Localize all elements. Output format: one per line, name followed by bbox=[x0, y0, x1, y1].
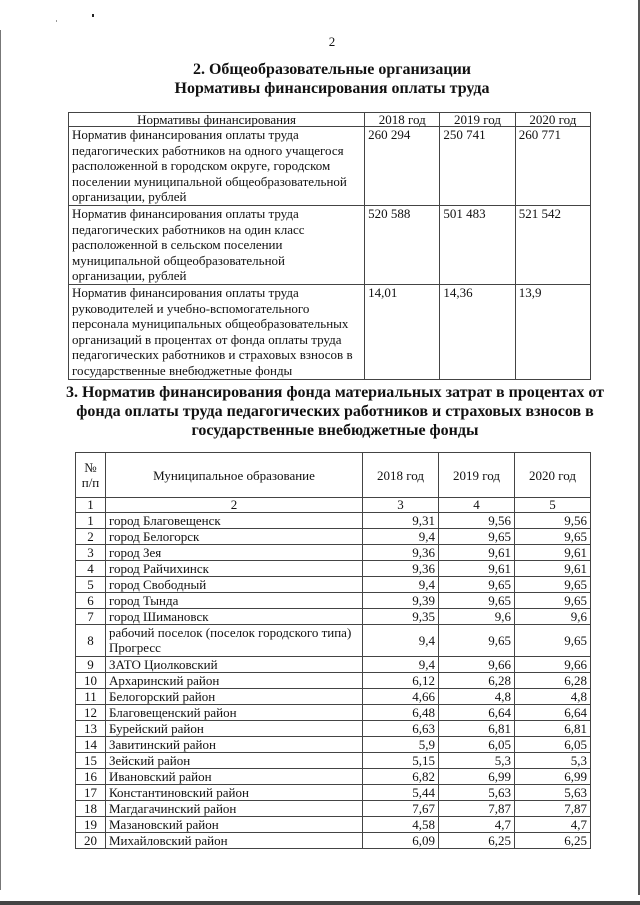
value-2019: 6,64 bbox=[439, 705, 515, 721]
column-index: 1 bbox=[76, 498, 106, 513]
value-2018: 9,31 bbox=[363, 513, 439, 529]
column-header-number: № п/п bbox=[76, 453, 106, 498]
table-row bbox=[76, 721, 591, 737]
table-row bbox=[76, 625, 591, 657]
row-number: 1 bbox=[76, 513, 106, 529]
municipality-name: Завитинский район bbox=[106, 737, 363, 753]
table-row bbox=[69, 284, 591, 379]
municipality-name: Ивановский район bbox=[106, 769, 363, 785]
row-number: 20 bbox=[76, 833, 106, 849]
value-2019: 6,99 bbox=[439, 769, 515, 785]
value-2019: 4,7 bbox=[439, 817, 515, 833]
municipality-name: город Шимановск bbox=[106, 609, 363, 625]
value-2020: 260 771 bbox=[515, 127, 590, 206]
value-2019: 6,81 bbox=[439, 721, 515, 737]
column-index: 5 bbox=[515, 498, 591, 513]
column-index: 2 bbox=[106, 498, 363, 513]
value-2018: 5,44 bbox=[363, 785, 439, 801]
table-row bbox=[69, 206, 591, 285]
value-2018: 9,4 bbox=[363, 577, 439, 593]
row-number: 19 bbox=[76, 817, 106, 833]
row-number: 8 bbox=[76, 625, 106, 657]
value-2018: 6,48 bbox=[363, 705, 439, 721]
table-row bbox=[76, 737, 591, 753]
value-2020: 6,05 bbox=[515, 737, 591, 753]
value-2018: 9,36 bbox=[363, 545, 439, 561]
row-number: 4 bbox=[76, 561, 106, 577]
value-2020: 13,9 bbox=[515, 284, 590, 379]
value-2018: 5,15 bbox=[363, 753, 439, 769]
section-2-title bbox=[0, 60, 640, 98]
table-row bbox=[76, 593, 591, 609]
section-2-title-line2: Нормативы финансирования оплаты труда bbox=[174, 80, 490, 97]
municipality-name: Архаринский район bbox=[106, 673, 363, 689]
value-2018: 6,12 bbox=[363, 673, 439, 689]
value-2018: 6,63 bbox=[363, 721, 439, 737]
value-2020: 4,7 bbox=[515, 817, 591, 833]
municipality-name: Бурейский район bbox=[106, 721, 363, 737]
scan-speck bbox=[56, 20, 57, 22]
value-2019: 9,61 bbox=[439, 545, 515, 561]
table-row bbox=[76, 785, 591, 801]
municipality-name: город Тында bbox=[106, 593, 363, 609]
row-number: 11 bbox=[76, 689, 106, 705]
value-2019: 9,65 bbox=[439, 625, 515, 657]
table-row bbox=[76, 705, 591, 721]
row-number: 6 bbox=[76, 593, 106, 609]
value-2019: 6,28 bbox=[439, 673, 515, 689]
value-2020: 9,6 bbox=[515, 609, 591, 625]
column-header-2020: 2020 год bbox=[515, 113, 590, 127]
municipality-name: Мазановский район bbox=[106, 817, 363, 833]
value-2020: 7,87 bbox=[515, 801, 591, 817]
value-2020: 521 542 bbox=[515, 206, 590, 285]
column-header-norm: Нормативы финансирования bbox=[69, 113, 365, 127]
value-2019: 9,66 bbox=[439, 657, 515, 673]
value-2018: 6,09 bbox=[363, 833, 439, 849]
table-row bbox=[76, 753, 591, 769]
value-2020: 4,8 bbox=[515, 689, 591, 705]
page-number: 2 bbox=[328, 34, 336, 49]
value-2019: 4,8 bbox=[439, 689, 515, 705]
value-2018: 9,35 bbox=[363, 609, 439, 625]
municipality-name: Константиновский район bbox=[106, 785, 363, 801]
value-2019: 5,3 bbox=[439, 753, 515, 769]
municipality-name: город Белогорск bbox=[106, 529, 363, 545]
row-number: 16 bbox=[76, 769, 106, 785]
table-row bbox=[76, 817, 591, 833]
value-2019: 5,63 bbox=[439, 785, 515, 801]
value-2019: 14,36 bbox=[440, 284, 515, 379]
value-2020: 9,56 bbox=[515, 513, 591, 529]
value-2020: 5,63 bbox=[515, 785, 591, 801]
value-2018: 4,58 bbox=[363, 817, 439, 833]
value-2018: 9,36 bbox=[363, 561, 439, 577]
value-2018: 5,9 bbox=[363, 737, 439, 753]
table-row bbox=[69, 127, 591, 206]
value-2018: 4,66 bbox=[363, 689, 439, 705]
scan-speck bbox=[92, 14, 94, 17]
value-2020: 9,61 bbox=[515, 545, 591, 561]
municipality-name: ЗАТО Циолковский bbox=[106, 657, 363, 673]
value-2019: 9,65 bbox=[439, 529, 515, 545]
value-2019: 9,61 bbox=[439, 561, 515, 577]
value-2020: 6,64 bbox=[515, 705, 591, 721]
value-2018: 260 294 bbox=[365, 127, 440, 206]
row-number: 12 bbox=[76, 705, 106, 721]
value-2020: 9,65 bbox=[515, 529, 591, 545]
material-costs-table bbox=[75, 452, 591, 849]
section-2-title-line1: 2. Общеобразовательные организации bbox=[192, 61, 471, 78]
municipality-name: Благовещенский район bbox=[106, 705, 363, 721]
table-row bbox=[76, 689, 591, 705]
value-2020: 6,25 bbox=[515, 833, 591, 849]
table-row bbox=[76, 801, 591, 817]
value-2019: 6,05 bbox=[439, 737, 515, 753]
table-row bbox=[76, 513, 591, 529]
row-number: 10 bbox=[76, 673, 106, 689]
value-2019: 501 483 bbox=[440, 206, 515, 285]
value-2019: 9,65 bbox=[439, 593, 515, 609]
value-2020: 6,28 bbox=[515, 673, 591, 689]
table-row bbox=[76, 561, 591, 577]
municipality-name: Михайловский район bbox=[106, 833, 363, 849]
norm-label: Норматив финансирования оплаты труда педагогических работников на один класс расположенной в сельском поселении муниципальной общеобразовательной организации, рублей bbox=[69, 206, 365, 285]
value-2019: 9,65 bbox=[439, 577, 515, 593]
norm-label: Норматив финансирования оплаты труда педагогических работников на одного учащегося расположенной в городском округе, городском поселении муниципальной общеобразовательной организации, рублей bbox=[69, 127, 365, 206]
column-header-2019: 2019 год bbox=[439, 453, 515, 498]
value-2018: 520 588 bbox=[365, 206, 440, 285]
value-2019: 6,25 bbox=[439, 833, 515, 849]
column-index-row bbox=[76, 498, 591, 513]
table-row bbox=[76, 609, 591, 625]
norm-label: Норматив финансирования оплаты труда руководителей и учебно-вспомогательного персонала муниципальных общеобразовательных организаций в процентах от фонда оплаты труда педагогических работников и страховых взносов в государственные внебюджетные фонды bbox=[69, 284, 365, 379]
value-2018: 6,82 bbox=[363, 769, 439, 785]
table-row bbox=[76, 577, 591, 593]
table-row bbox=[76, 529, 591, 545]
value-2018: 9,4 bbox=[363, 529, 439, 545]
value-2020: 9,65 bbox=[515, 625, 591, 657]
row-number: 5 bbox=[76, 577, 106, 593]
value-2020: 9,65 bbox=[515, 577, 591, 593]
wage-norms-table bbox=[68, 112, 591, 380]
column-header-municipality: Муниципальное образование bbox=[106, 453, 363, 498]
value-2018: 14,01 bbox=[365, 284, 440, 379]
column-header-2018: 2018 год bbox=[363, 453, 439, 498]
value-2020: 9,61 bbox=[515, 561, 591, 577]
table-row bbox=[76, 545, 591, 561]
value-2020: 9,65 bbox=[515, 593, 591, 609]
column-index: 3 bbox=[363, 498, 439, 513]
value-2019: 9,6 bbox=[439, 609, 515, 625]
section-3-title: 3. Норматив финансирования фонда материальных затрат в процентах от фонда оплаты труда педагогических работников и страховых взносов в государственные внебюджетные фонды bbox=[65, 384, 604, 439]
value-2020: 9,66 bbox=[515, 657, 591, 673]
column-header-2018: 2018 год bbox=[365, 113, 440, 127]
municipality-name: город Зея bbox=[106, 545, 363, 561]
table-row bbox=[76, 833, 591, 849]
row-number: 9 bbox=[76, 657, 106, 673]
value-2018: 9,4 bbox=[363, 657, 439, 673]
column-header-2020: 2020 год bbox=[515, 453, 591, 498]
scan-edge-bottom bbox=[0, 901, 640, 905]
value-2018: 7,67 bbox=[363, 801, 439, 817]
row-number: 3 bbox=[76, 545, 106, 561]
municipality-name: Магдагачинский район bbox=[106, 801, 363, 817]
row-number: 15 bbox=[76, 753, 106, 769]
row-number: 14 bbox=[76, 737, 106, 753]
value-2018: 9,39 bbox=[363, 593, 439, 609]
value-2019: 9,56 bbox=[439, 513, 515, 529]
municipality-name: город Райчихинск bbox=[106, 561, 363, 577]
value-2020: 6,99 bbox=[515, 769, 591, 785]
row-number: 17 bbox=[76, 785, 106, 801]
value-2019: 7,87 bbox=[439, 801, 515, 817]
value-2019: 250 741 bbox=[440, 127, 515, 206]
municipality-name: Белогорский район bbox=[106, 689, 363, 705]
table-row bbox=[76, 657, 591, 673]
column-header-2019: 2019 год bbox=[440, 113, 515, 127]
row-number: 18 bbox=[76, 801, 106, 817]
column-index: 4 bbox=[439, 498, 515, 513]
municipality-name: город Свободный bbox=[106, 577, 363, 593]
municipality-name: Зейский район bbox=[106, 753, 363, 769]
row-number: 2 bbox=[76, 529, 106, 545]
municipality-name: рабочий поселок (поселок городского типа) Прогресс bbox=[106, 625, 363, 657]
table-row bbox=[76, 673, 591, 689]
table-row bbox=[76, 769, 591, 785]
row-number: 13 bbox=[76, 721, 106, 737]
row-number: 7 bbox=[76, 609, 106, 625]
scan-edge-left bbox=[0, 30, 1, 890]
value-2020: 6,81 bbox=[515, 721, 591, 737]
value-2020: 5,3 bbox=[515, 753, 591, 769]
value-2018: 9,4 bbox=[363, 625, 439, 657]
municipality-name: город Благовещенск bbox=[106, 513, 363, 529]
